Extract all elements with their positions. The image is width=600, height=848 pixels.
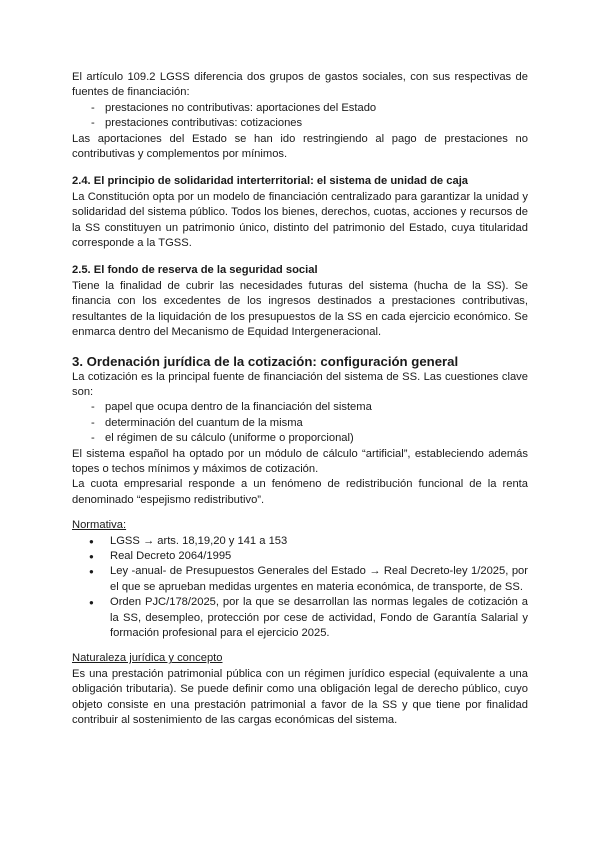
section-3-heading: 3. Ordenación jurídica de la cotización: configuración general xyxy=(72,353,459,369)
normativa-title: Normativa: xyxy=(72,519,127,532)
section-3-paragraph-3: La cuota empresarial responde a un fenómeno de redistribución funcional de la renta denominado “espejismo redistributivo”. xyxy=(72,478,528,506)
list-item: - el régimen de su cálculo (uniforme o proporcional) xyxy=(72,431,528,446)
naturaleza-title: Naturaleza jurídica y concepto xyxy=(72,652,223,665)
intro-paragraph-2: Las aportaciones del Estado se han ido restringiendo al pago de prestaciones no contributivas y complementos por mínimos. xyxy=(72,132,528,161)
list-item: - determinación del cuantum de la misma xyxy=(72,416,528,431)
section-2-4-heading: 2.4. El principio de solidaridad interterritorial: el sistema de unidad de caja xyxy=(72,175,469,188)
section-3-paragraph-2: El sistema español ha optado por un módulo de cálculo “artificial”, estableciendo además topes o techos mínimos y máximos de cotización. xyxy=(72,447,528,475)
key-questions-list xyxy=(72,400,528,446)
intro-paragraph: El artículo 109.2 LGSS diferencia dos grupos de gastos sociales, con sus respectivas de fuentes de financiación: xyxy=(72,71,528,99)
naturaleza-text: Es una prestación patrimonial pública con un régimen jurídico especial (equivalente a una obligación tributaria). Se puede definir como una obligación legal de derecho público, cuyo objeto consiste en una prestación patrimonial a favor de la SS y que tiene por finalidad contribuir al sostenimiento de las cargas económicas del sistema. xyxy=(72,667,528,727)
list-item: ● LGSS → arts. 18,19,20 y 141 a 153 xyxy=(72,534,528,549)
section-2-5-text: Tiene la finalidad de cubrir las necesidades futuras del sistema (hucha de la SS). Se financia con los excedentes de los ingresos destinados a prestaciones contributivas, resultantes de la liquidación de los presupuestos de la SS en cada ejercicio económico. Se enmarca dentro del Mecanismo de Equidad Intergeneracional. xyxy=(72,279,528,339)
section-2-4-text: La Constitución opta por un modelo de financiación centralizado para garantizar la unidad y solidaridad del sistema público. Todos los bienes, derechos, cuotas, acciones y recursos de la SS constituyen un patrimonio único, distinto del patrimonio del Estado, cuya titularidad corresponde a la TGSS. xyxy=(72,190,528,250)
list-item: - prestaciones contributivas: cotizaciones xyxy=(72,116,528,131)
list-item: ● Orden PJC/178/2025, por la que se desarrollan las normas legales de cotización a la SS, desempleo, protección por cese de actividad, Fondo de Garantía Salarial y formación profesional para el ejercicio 2025. xyxy=(72,595,528,641)
financing-list xyxy=(72,101,528,132)
section-3-paragraph-1: La cotización es la principal fuente de financiación del sistema de SS. Las cuestiones clave son: xyxy=(72,370,528,398)
normativa-list xyxy=(72,534,528,642)
list-item: - papel que ocupa dentro de la financiación del sistema xyxy=(72,400,528,415)
list-item: ● Ley -anual- de Presupuestos Generales del Estado → Real Decreto-ley 1/2025, por el que se aprueban medidas urgentes en materia económica, de transporte, de SS. xyxy=(72,564,528,595)
section-2-5-heading: 2.5. El fondo de reserva de la seguridad social xyxy=(72,264,318,277)
list-item: - prestaciones no contributivas: aportaciones del Estado xyxy=(72,101,528,116)
list-item: ● Real Decreto 2064/1995 xyxy=(72,549,528,564)
